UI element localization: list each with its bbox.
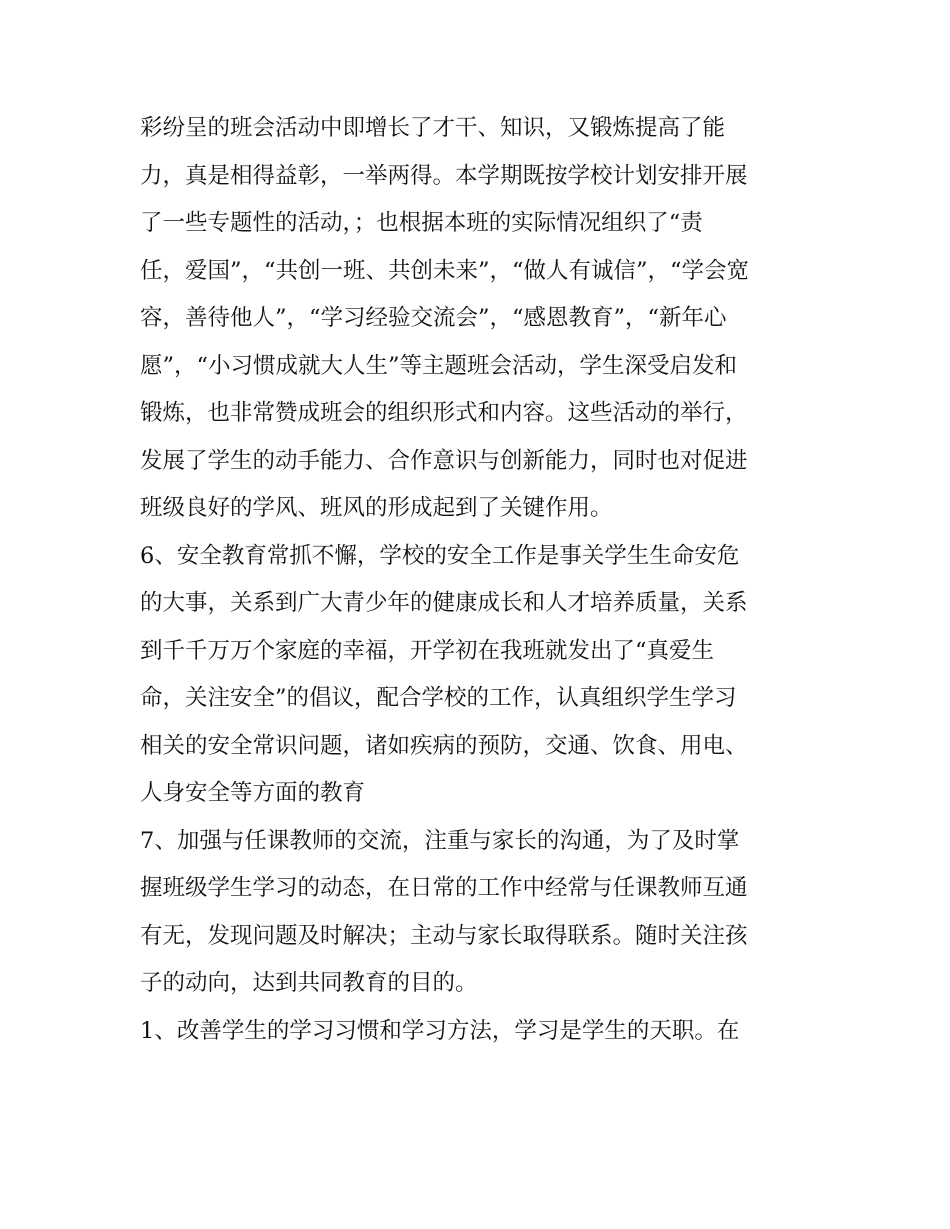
text-line-19: 子的动向，达到共同教育的目的。 [140,970,478,996]
text-line-7: 锻炼，也非常赞成班会的组织形式和内容。这些活动的举行， [140,400,748,426]
text-line-3: 了一些专题性的活动，；也根据本班的实际情况组织了“责 [140,210,703,236]
text-line-9: 班级良好的学风、班风的形成起到了关键作用。 [140,495,613,521]
text-line-1: 彩纷呈的班会活动中即增长了才干、知识，又锻炼提高了能 [140,115,726,141]
text-line-20: 1、改善学生的学习习惯和学习方法，学习是学生的天职。在 [140,1017,740,1044]
text-line-8: 发展了学生的动手能力、合作意识与创新能力，同时也对促进 [140,447,748,474]
text-line-14: 相关的安全常识问题，诸如疾病的预防，交通、饮食、用电、 [140,732,748,759]
text-line-2: 力，真是相得益彰，一举两得。本学期既按学校计划安排开展 [140,162,748,189]
text-line-17: 握班级学生学习的动态，在日常的工作中经常与任课教师互通 [140,875,748,901]
text-line-5: 容，善待他人”，“学习经验交流会”，“感恩教育”，“新年心 [140,305,727,331]
body-text [140,105,820,1055]
text-line-13: 命，关注安全”的倡议，配合学校的工作，认真组织学生学习 [140,685,737,711]
text-line-10: 6、安全教育常抓不懈，学校的安全工作是事关学生生命安危 [140,542,740,569]
text-line-12: 到千千万万个家庭的幸福，开学初在我班就发出了“真爱生 [140,637,715,664]
text-line-11: 的大事，关系到广大青少年的健康成长和人才培养质量，关系 [140,590,748,616]
text-line-18: 有无，发现问题及时解决；主动与家长取得联系。随时关注孩 [140,922,748,949]
text-line-16: 7、加强与任课教师的交流，注重与家长的沟通，为了及时掌 [140,827,740,854]
text-line-6: 愿”，“小习惯成就大人生”等主题班会活动，学生深受启发和 [140,352,738,379]
text-line-15: 人身安全等方面的教育 [140,780,366,806]
text-line-4: 任，爱国”，“共创一班、共创未来”，“做人有诚信”，“学会宽 [140,257,750,284]
